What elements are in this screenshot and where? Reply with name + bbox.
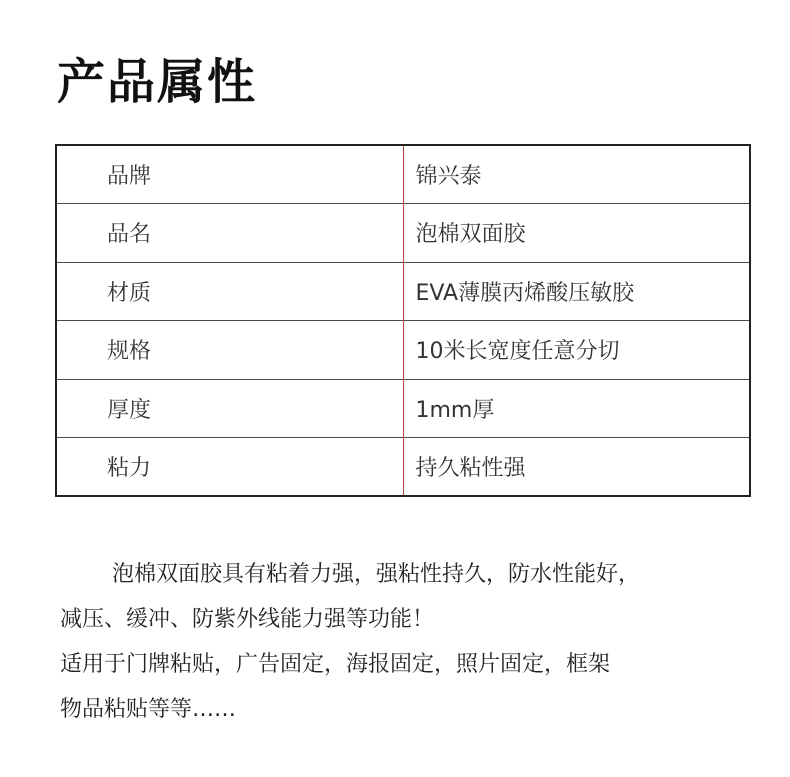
- product-description: [60, 552, 750, 732]
- description-line: 泡棉双面胶具有粘着力强，强粘性持久，防水性能好，: [112, 562, 641, 587]
- attribute-value: 锦兴泰: [415, 164, 482, 189]
- table-row: [56, 262, 750, 321]
- product-attributes-table: [55, 144, 751, 497]
- table-row: [56, 321, 750, 380]
- table-row: [56, 145, 750, 204]
- attribute-key: 品牌: [56, 145, 403, 204]
- page-title: 产品属性: [57, 54, 258, 110]
- table-row: [56, 438, 750, 497]
- table-row: [56, 204, 750, 263]
- description-line: 减压、缓冲、防紫外线能力强等功能！: [60, 607, 435, 632]
- attribute-value: 泡棉双面胶: [403, 204, 750, 263]
- attribute-value: 持久粘性强: [403, 438, 750, 497]
- attribute-key: 厚度: [56, 379, 403, 438]
- attribute-key: 规格: [56, 321, 403, 380]
- attribute-value: 10米长宽度任意分切: [403, 321, 750, 380]
- description-line: 物品粘贴等等……: [60, 697, 237, 722]
- attribute-key: 品名: [56, 204, 403, 263]
- attribute-value: 1mm厚: [403, 379, 750, 438]
- description-line: 适用于门牌粘贴，广告固定，海报固定，照片固定，框架: [60, 652, 611, 677]
- attribute-key: 粘力: [56, 438, 403, 497]
- attribute-value: EVA薄膜丙烯酸压敏胶: [403, 262, 750, 321]
- attribute-key: 材质: [56, 262, 403, 321]
- table-row: [56, 379, 750, 438]
